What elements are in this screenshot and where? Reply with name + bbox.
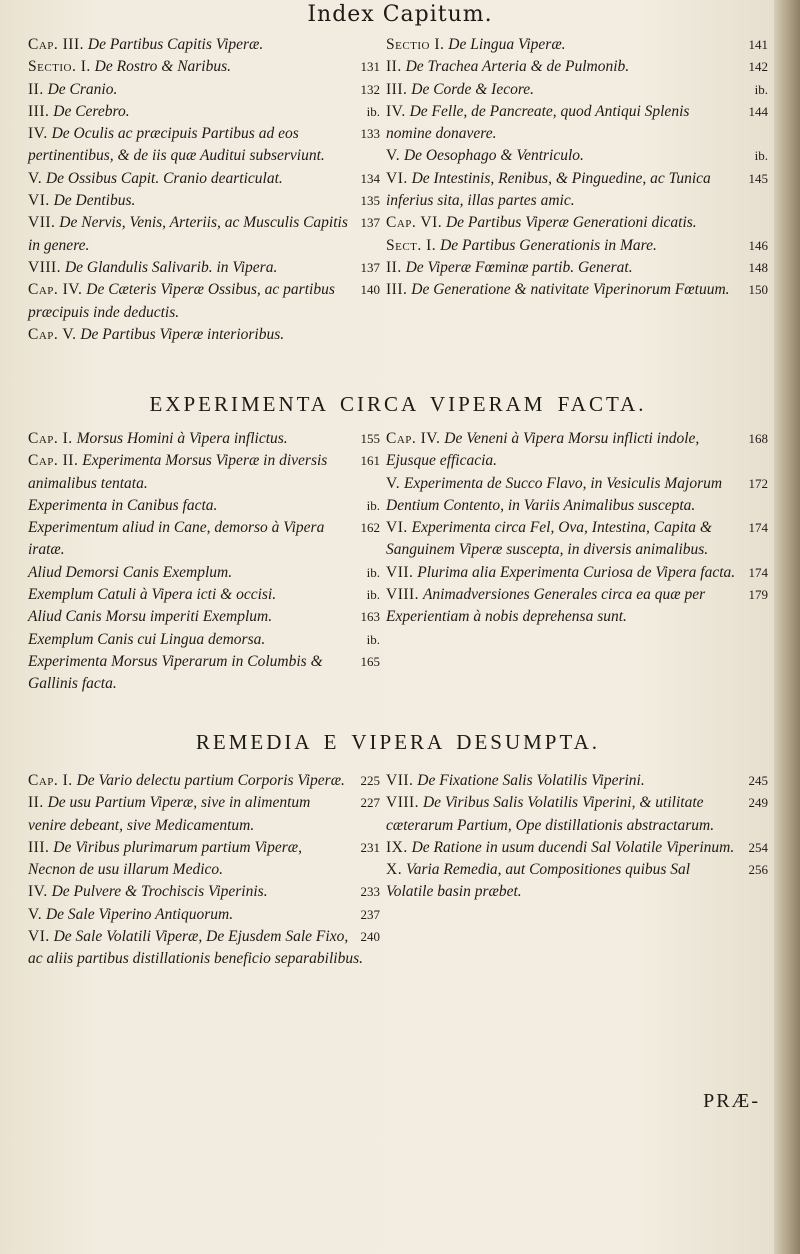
- chapter-label: VI.: [28, 928, 50, 946]
- page-number: 137: [360, 259, 380, 275]
- chapter-label: VII.: [386, 772, 414, 789]
- page-number: 245: [748, 773, 768, 788]
- chapter-label: VI.: [386, 169, 408, 187]
- chapter-title: De Partibus Viperæ interioribus.: [80, 325, 285, 343]
- chapter-title: Plurima alia Experimenta Curiosa de Vipera facta.: [417, 563, 736, 581]
- page-number: ib.: [366, 103, 380, 119]
- chapter-title: Exemplum Canis cui Lingua demorsa.: [28, 630, 266, 648]
- page-number: 233: [360, 884, 380, 900]
- toc-entry: [28, 34, 380, 56]
- page-number: ib.: [366, 497, 380, 513]
- page-number: 141: [748, 37, 768, 52]
- toc-entry: [28, 123, 380, 168]
- toc-entry: [28, 212, 380, 257]
- chapter-label: Cap. VI.: [386, 214, 443, 232]
- chapter-title: De Sale Viperino Antiquorum.: [45, 905, 234, 923]
- chapter-title: De Cerebro.: [53, 102, 130, 120]
- chapter-title: De Ossibus Capit. Cranio dearticulat.: [45, 169, 283, 187]
- page-number: 155: [360, 431, 380, 446]
- toc-entry: [386, 859, 768, 904]
- chapter-label: V.: [386, 147, 401, 165]
- page-number: 132: [360, 81, 380, 97]
- toc-entry: [28, 584, 380, 606]
- chapter-title: De Felle, de Pancreate, quod Antiqui Splenis nomine donavere.: [386, 102, 690, 143]
- chapter-title: De Ratione in usum ducendi Sal Volatile Viperinum.: [411, 838, 735, 856]
- toc-entry: [28, 101, 380, 123]
- chapter-title: De Dentibus.: [53, 192, 136, 210]
- toc-entry: [386, 56, 768, 78]
- chapter-title: De Generatione & nativitate Viperinorum Fœtuum.: [411, 281, 730, 299]
- page-number: 174: [748, 564, 768, 580]
- toc-entry: [28, 792, 380, 837]
- toc-entry: [386, 101, 768, 146]
- page-number: ib.: [366, 564, 380, 580]
- chapter-title: De Partibus Generationis in Mare.: [440, 236, 657, 254]
- toc-entry: [386, 770, 768, 792]
- page-number: 140: [360, 282, 380, 298]
- chapter-label: III.: [386, 80, 408, 98]
- toc-entry: [386, 34, 768, 56]
- chapter-label: VIII.: [386, 586, 420, 604]
- chapter-title: De Viribus Salis Volatilis Viperini, & utilitate cæterarum Partium, Ope distillationis abstractarum.: [386, 794, 715, 834]
- chapter-label: Cap. II.: [28, 452, 79, 470]
- page-number: 240: [360, 929, 380, 945]
- toc-entry: [386, 837, 768, 859]
- chapter-label: II.: [386, 58, 402, 76]
- chapter-label: Cap. IV.: [28, 281, 83, 299]
- book-spine: [774, 0, 800, 1254]
- chapter-title: Experimentum aliud in Cane, demorso à Vipera iratæ.: [28, 519, 325, 559]
- chapter-title: De Veneni à Vipera Morsu inflicti indole, Ejusque efficacia.: [386, 430, 700, 470]
- toc-entry: [386, 792, 768, 837]
- toc-entry: [386, 145, 768, 167]
- chapter-title: De Corde & Iecore.: [411, 80, 535, 98]
- chapter-label: Cap. IV.: [386, 430, 441, 447]
- chapter-label: Sectio. I.: [28, 58, 91, 76]
- chapter-label: VI.: [28, 192, 50, 210]
- chapter-title: Animadversiones Generales circa ea quæ per Experientiam à nobis deprehensa sunt.: [386, 586, 706, 626]
- toc-entry: [28, 606, 380, 628]
- page-number: 249: [748, 795, 768, 811]
- toc-entry: [28, 651, 380, 696]
- chapter-title: Aliud Demorsi Canis Exemplum.: [28, 563, 233, 581]
- page-number: 148: [748, 259, 768, 275]
- toc-entry: [386, 279, 768, 301]
- chapter-label: Cap. III.: [28, 36, 85, 53]
- toc-entry: [386, 212, 768, 234]
- toc-entry: [28, 56, 380, 78]
- toc-top-right: [386, 34, 768, 302]
- page-number: 146: [748, 237, 768, 253]
- page-number: 142: [748, 59, 768, 75]
- chapter-title: Exemplum Catuli à Vipera icti & occisi.: [28, 586, 277, 604]
- page-number: 144: [748, 103, 768, 119]
- chapter-title: De Partibus Viperæ Generationi dicatis.: [445, 214, 697, 232]
- page-number: 162: [360, 520, 380, 536]
- chapter-title: Experimenta de Succo Flavo, in Vesiculis Majorum Dentium Contento, in Variis Animalibus suscepta.: [386, 474, 723, 514]
- toc-entry: [386, 473, 768, 518]
- page-number: 133: [360, 126, 380, 142]
- chapter-label: VIII.: [28, 258, 62, 276]
- toc-entry: [386, 517, 768, 562]
- page-number: ib.: [754, 81, 768, 97]
- toc-entry: [28, 495, 380, 517]
- toc-entry: [28, 428, 380, 450]
- page-number: 256: [748, 862, 768, 878]
- toc-entry: [28, 562, 380, 584]
- chapter-title: De Pulvere & Trochiscis Viperinis.: [51, 883, 268, 901]
- toc-mid-left: [28, 428, 380, 696]
- chapter-title: De Oesophago & Ventriculo.: [403, 147, 584, 165]
- chapter-title: De Viperæ Fœminæ partib. Generat.: [405, 258, 633, 276]
- chapter-label: III.: [28, 838, 50, 856]
- section-title-experimenta: EXPERIMENTA CIRCA VIPERAM FACTA.: [149, 392, 647, 416]
- toc-entry: [386, 79, 768, 101]
- chapter-title: De Intestinis, Renibus, & Pinguedine, ac Tunica inferius sita, illas partes amic.: [386, 169, 711, 210]
- toc-entry: [28, 190, 380, 212]
- chapter-title: De Vario delectu partium Corporis Viperæ.: [76, 772, 345, 789]
- chapter-label: VII.: [386, 563, 414, 581]
- chapter-title: De Fixatione Salis Volatilis Viperini.: [417, 772, 645, 789]
- toc-bottom-right: [386, 770, 768, 904]
- chapter-label: Cap. I.: [28, 430, 73, 447]
- page-number: 174: [748, 520, 768, 536]
- page-number: 137: [360, 215, 380, 231]
- page-number: 225: [360, 773, 380, 788]
- page-number: ib.: [366, 631, 380, 647]
- page-number: 161: [360, 453, 380, 469]
- chapter-label: IV.: [386, 102, 406, 120]
- chapter-title: De Partibus Capitis Viperæ.: [87, 36, 264, 53]
- toc-entry: [386, 428, 768, 473]
- toc-entry: [28, 79, 380, 101]
- toc-entry: [386, 235, 768, 257]
- page-number: 179: [748, 587, 768, 603]
- page-number: 227: [360, 795, 380, 811]
- chapter-label: IV.: [28, 125, 48, 143]
- chapter-title: Experimenta Morsus Viperæ in diversis animalibus tentata.: [28, 452, 328, 492]
- chapter-label: Sect. I.: [386, 236, 437, 254]
- chapter-label: IV.: [28, 883, 48, 901]
- chapter-label: X.: [386, 861, 403, 879]
- toc-entry: [28, 881, 380, 903]
- page-header: Index Capitum.: [307, 2, 493, 27]
- toc-entry: [28, 517, 380, 562]
- toc-entry: [28, 770, 380, 792]
- page-number: 163: [360, 609, 380, 625]
- chapter-title: De Viribus plurimarum partium Viperæ, Necnon de usu illarum Medico.: [28, 838, 302, 879]
- chapter-title: De Trachea Arteria & de Pulmonib.: [405, 58, 630, 76]
- toc-entry: [28, 168, 380, 190]
- chapter-label: Sectio I.: [386, 36, 445, 53]
- chapter-title: De Cranio.: [47, 80, 118, 98]
- chapter-label: II.: [28, 794, 44, 812]
- catchword: PRÆ-: [703, 1090, 760, 1112]
- chapter-title: De Cæteris Viperæ Ossibus, ac partibus præcipuis inde deductis.: [28, 281, 335, 321]
- page-number: 237: [360, 906, 380, 922]
- toc-bottom-left: [28, 770, 380, 971]
- toc-entry: [386, 562, 768, 584]
- chapter-label: II.: [28, 80, 44, 98]
- chapter-title: Experimenta circa Fel, Ova, Intestina, Capita & Sanguinem Viperæ suscepta, in diversis animalibus.: [386, 519, 712, 559]
- chapter-title: De Oculis ac præcipuis Partibus ad eos pertinentibus, & de iis quæ Auditui subserviunt.: [28, 125, 325, 165]
- page-number: 172: [748, 475, 768, 491]
- toc-entry: [28, 324, 380, 346]
- page-number: 254: [748, 839, 768, 855]
- chapter-label: III.: [28, 102, 50, 120]
- toc-entry: [28, 904, 380, 926]
- page-number: ib.: [366, 587, 380, 603]
- page-number: 145: [748, 170, 768, 186]
- section-title-remedia: REMEDIA E VIPERA DESUMPTA.: [195, 730, 601, 754]
- page-number: 135: [360, 193, 380, 209]
- toc-entry: [386, 584, 768, 629]
- toc-entry: [28, 837, 380, 882]
- chapter-label: VII.: [28, 214, 56, 232]
- toc-entry: [28, 629, 380, 651]
- page-number: 231: [360, 839, 380, 855]
- chapter-title: De Glandulis Salivarib. in Vipera.: [64, 258, 278, 276]
- chapter-label: VI.: [386, 519, 408, 537]
- chapter-title: Varia Remedia, aut Compositiones quibus Sal Volatile basin præbet.: [386, 861, 691, 901]
- toc-top-left: [28, 34, 380, 346]
- chapter-label: V.: [386, 474, 401, 492]
- page-number: 150: [748, 282, 768, 298]
- page-number: 165: [360, 653, 380, 669]
- chapter-label: Cap. V.: [28, 325, 77, 343]
- chapter-label: III.: [386, 281, 408, 299]
- chapter-label: V.: [28, 169, 43, 187]
- chapter-title: Experimenta in Canibus facta.: [28, 496, 218, 514]
- chapter-title: De usu Partium Viperæ, sive in alimentum venire debeant, sive Medicamentum.: [28, 794, 311, 834]
- toc-mid-right: [386, 428, 768, 629]
- page-number: 134: [360, 170, 380, 186]
- toc-entry: [28, 450, 380, 495]
- toc-entry: [28, 257, 380, 279]
- chapter-label: IX.: [386, 838, 408, 856]
- chapter-title: De Rostro & Naribus.: [94, 58, 232, 76]
- chapter-label: VIII.: [386, 794, 420, 812]
- page-number: ib.: [754, 148, 768, 164]
- toc-entry: [28, 279, 380, 324]
- chapter-title: Morsus Homini à Vipera inflictus.: [76, 430, 288, 447]
- chapter-label: Cap. I.: [28, 772, 73, 789]
- chapter-title: Experimenta Morsus Viperarum in Columbis & Gallinis facta.: [28, 652, 323, 693]
- toc-entry: [28, 926, 380, 971]
- toc-entry: [386, 168, 768, 213]
- page-number: 168: [748, 431, 768, 446]
- page-number: 131: [360, 59, 380, 75]
- chapter-title: De Nervis, Venis, Arteriis, ac Musculis Capitis in genere.: [28, 214, 348, 254]
- chapter-title: Aliud Canis Morsu imperiti Exemplum.: [28, 608, 273, 626]
- chapter-label: II.: [386, 258, 402, 276]
- chapter-title: De Sale Volatili Viperæ, De Ejusdem Sale Fixo, ac aliis partibus distillationis beneficio separabilibus.: [28, 928, 363, 968]
- toc-entry: [386, 257, 768, 279]
- chapter-label: V.: [28, 905, 43, 923]
- chapter-title: De Lingua Viperæ.: [448, 36, 566, 53]
